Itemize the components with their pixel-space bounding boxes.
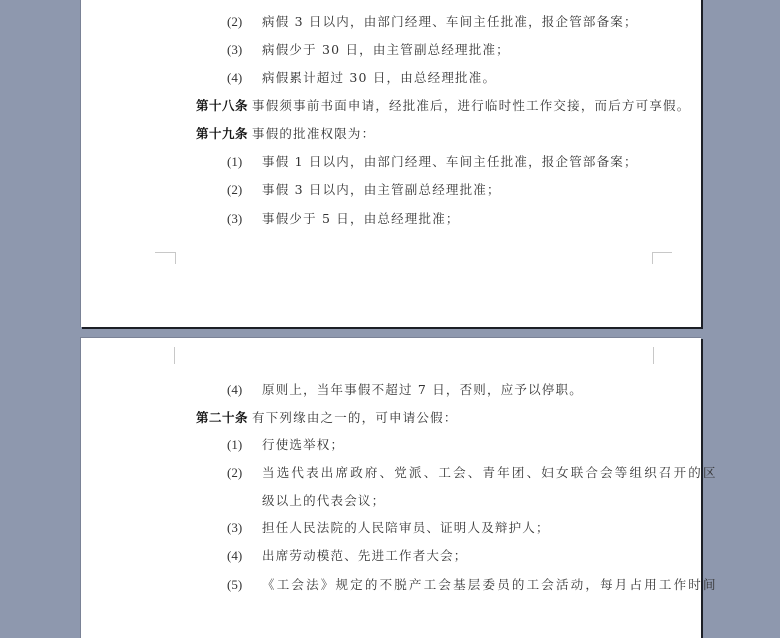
crop-mark-bottom-left bbox=[155, 252, 175, 253]
item-number: (4) bbox=[227, 548, 243, 563]
item-number: (3) bbox=[227, 520, 243, 535]
item-number: (2) bbox=[227, 14, 243, 29]
crop-mark-top-right bbox=[653, 347, 654, 364]
item-number: (4) bbox=[227, 382, 243, 397]
item-number: (1) bbox=[227, 154, 243, 169]
article-heading: 第十八条 bbox=[196, 98, 249, 113]
item-number: (3) bbox=[227, 42, 243, 57]
article-text: 事假须事前书面申请，经批准后，进行临时性工作交接，而后方可享假。 bbox=[252, 98, 691, 113]
item-text: 事假 3 日以内，由主管副总经理批准； bbox=[262, 182, 501, 197]
crop-mark-bottom-right bbox=[652, 252, 672, 253]
article-18 bbox=[196, 98, 690, 114]
crop-mark-top-left bbox=[174, 347, 175, 364]
item-text: 病假少于 30 日，由主管副总经理批准； bbox=[262, 42, 510, 57]
crop-mark-bottom-right bbox=[652, 252, 653, 264]
item-text: 行使选举权； bbox=[262, 437, 345, 452]
item-text: 病假累计超过 30 日，由总经理批准。 bbox=[262, 70, 497, 85]
item-text: 担任人民法院的人民陪审员、证明人及辩护人； bbox=[262, 520, 550, 535]
item-number: (4) bbox=[227, 70, 243, 85]
item-text: 事假少于 5 日，由总经理批准； bbox=[262, 211, 460, 226]
item-text: 出席劳动模范、先进工作者大会； bbox=[262, 548, 468, 563]
article-20 bbox=[196, 410, 458, 426]
item-text: 事假 1 日以内，由部门经理、车间主任批准，报企管部备案； bbox=[262, 154, 638, 169]
document-page-2 bbox=[80, 337, 718, 638]
item-text: 原则上，当年事假不超过 7 日，否则，应予以停职。 bbox=[262, 382, 583, 397]
article-heading: 第二十条 bbox=[196, 410, 249, 425]
item-text: 病假 3 日以内，由部门经理、车间主任批准，报企管部备案； bbox=[262, 14, 638, 29]
item-number: (5) bbox=[227, 577, 243, 592]
article-text: 有下列缘由之一的，可申请公假： bbox=[252, 410, 458, 425]
item-number: (2) bbox=[227, 182, 243, 197]
article-heading: 第十九条 bbox=[196, 126, 249, 141]
item-text: 《工会法》规定的不脱产工会基层委员的工会活动，每月占用工作时间 bbox=[262, 577, 718, 592]
article-19 bbox=[196, 126, 375, 142]
item-text: 当选代表出席政府、党派、工会、青年团、妇女联合会等组织召开的区 bbox=[262, 465, 718, 480]
item-text-continuation: 级以上的代表会议； bbox=[262, 493, 386, 508]
crop-mark-bottom-left bbox=[175, 252, 176, 264]
item-number: (3) bbox=[227, 211, 243, 226]
document-page-1 bbox=[80, 0, 701, 327]
item-number: (2) bbox=[227, 465, 243, 480]
item-number: (1) bbox=[227, 437, 243, 452]
article-text: 事假的批准权限为： bbox=[252, 126, 376, 141]
